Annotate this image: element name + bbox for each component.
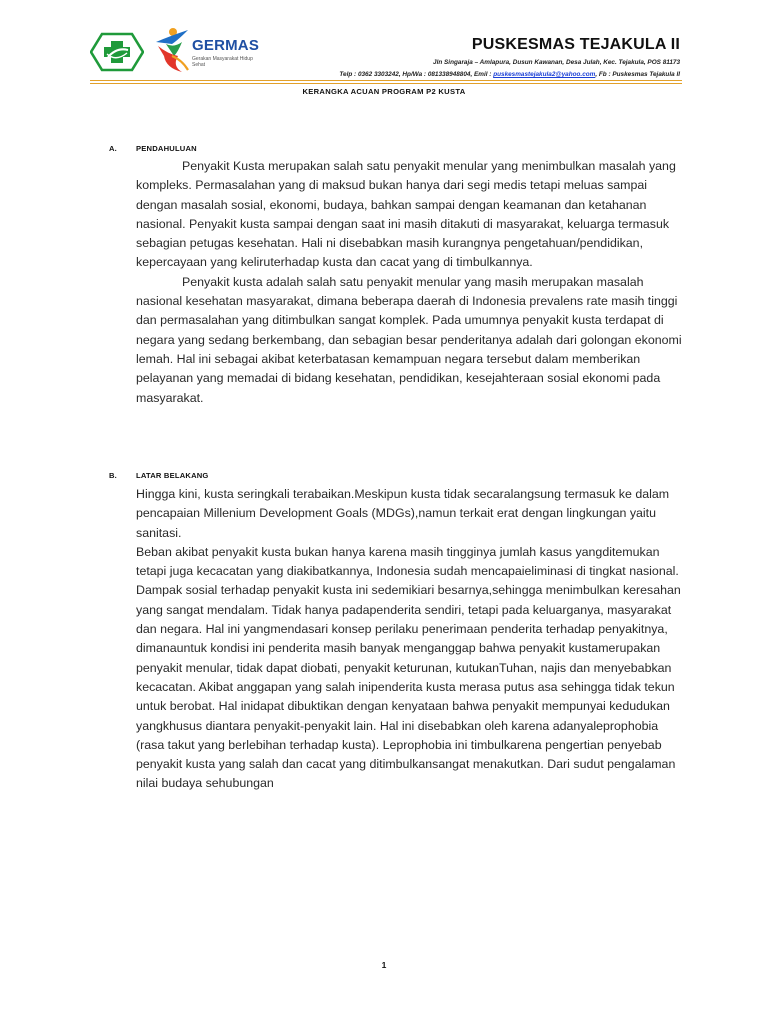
institution-address: Jln Singaraja – Amlapura, Dusun Kawanan, Desa Julah, Kec. Tejakula, POS 81173 <box>433 59 680 66</box>
paragraph: Penyakit kusta adalah salah satu penyakit menular yang masih merupakan masalah nasional kesehatan masyarakat, dimana beberapa daerah di Indonesia prevalens rate masih tinggi dan permasalahan yang ditimbulkan sangat komplek. Pada umumnya penyakit kusta terdapat di negara yang sedang berkembang, dan sebagian besar penderitanya adalah dari golongan ekonomi lemah. Hal ini sebagai akibat keterbatasan kemampuan negara tersebut dalam memberikan pelayanan yang memadai di bidang kesehatan, pendidikan, kesejahteraan sosial ekonomi pada masyarakat. <box>136 274 682 405</box>
institution-title: PUSKESMAS TEJAKULA II <box>471 36 680 53</box>
page-number: 1 <box>381 960 387 970</box>
section-heading-b <box>109 471 209 480</box>
section-number: A. <box>109 144 117 153</box>
germas-figure-icon <box>152 26 192 74</box>
paragraph: Penyakit Kusta merupakan salah satu penyakit menular yang menimbulkan masalah yang kompleks. Permasalahan yang di maksud bukan hanya dari segi medis tetapi meluas sampai dengan masalah sosial, ekonomi, budaya, bahkan sampai dengan keamanan dan ketahanan nasional. Penyakit kusta sampai dengan saat ini masih ditakuti di masyarakat, keluarga termasuk sebagian petugas kesehatan. Hali ni disebabkan masih kurangnya pengetahuan/pendidikan, kepercayaan yang keliruterhadap kusta dan cacat yang di timbulkannya. <box>136 159 676 270</box>
section-body-a <box>136 157 684 408</box>
germas-logo <box>152 26 262 74</box>
germas-wordmark: GERMAS <box>192 37 260 54</box>
header-rule-thin <box>90 83 682 84</box>
letterhead <box>0 0 768 100</box>
institution-contact <box>230 71 680 78</box>
section-title: PENDAHULUAN <box>136 144 197 153</box>
paragraph: Hingga kini, kusta seringkali terabaikan.Meskipun kusta tidak secaralangsung termasuk ke dalam pencapaian Millenium Development Goals (MDGs),namun terkait erat dengan lingkungan yaitu sanitasi. <box>136 487 670 540</box>
paragraph: Dampak sosial terhadap penyakit kusta ini sedemikiari besarnya,sehingga menimbulkan keresahan yang sangat mendalam. Tidak hanya padapenderita sendiri, tetapi pada keluarganya, masyarakat dan negara. Hal ini yangmendasari konsep perilaku penerimaan penderita terhadap penyakitnya, dimanauntuk kondisi ini penderita masih banyak menganggap bahwa penyakit kustamerupakan penyakit menular, tidak dapat diobati, penyakit keturunan, kutukanTuhan, najis dan menyebabkan kecacatan. Akibat anggapan yang salah inipenderita kusta merasa putus asa sehingga tidak tekun untuk berobat. Hal inidapat dibuktikan dengan kenyataan bahwa penyakit mempunyai kedudukan yangkhusus diantara penyakit-penyakit lain. Hal ini disebabkan oleh karena adanyaleprophobia (rasa takut yang berlebihan terhadap kusta). Leprophobia ini timbulkarena pengertian penyebab penyakit kusta yang salah dan cacat yang ditimbulkansangat menakutkan. Dari sudut pengalaman nilai budaya sehubungan <box>136 583 681 791</box>
paragraph: Beban akibat penyakit kusta bukan hanya karena masih tingginya jumlah kasus yangditemukan tetapi juga kecacatan yang diakibatkannya, Indonesia sudah mencapaieliminasi di tingkat nasional. <box>136 544 679 579</box>
section-title: LATAR BELAKANG <box>136 471 209 480</box>
section-number: B. <box>109 471 117 480</box>
germas-subtitle: Gerakan Masyarakat Hidup Sehat <box>192 56 253 68</box>
puskesmas-logo-icon <box>90 32 144 72</box>
contact-email-link[interactable]: puskesmastejakula2@yahoo.com <box>493 71 596 78</box>
document-title: KERANGKA ACUAN PROGRAM P2 KUSTA <box>302 87 466 96</box>
header-rule-thick <box>90 80 682 81</box>
section-body-b <box>136 485 684 794</box>
contact-prefix: Telp : 0362 3303242, Hp/Wa : 081338948804, Emil : <box>339 71 494 78</box>
contact-suffix: , Fb : Puskesmas Tejakula II <box>595 71 680 78</box>
section-heading-a <box>109 144 197 153</box>
